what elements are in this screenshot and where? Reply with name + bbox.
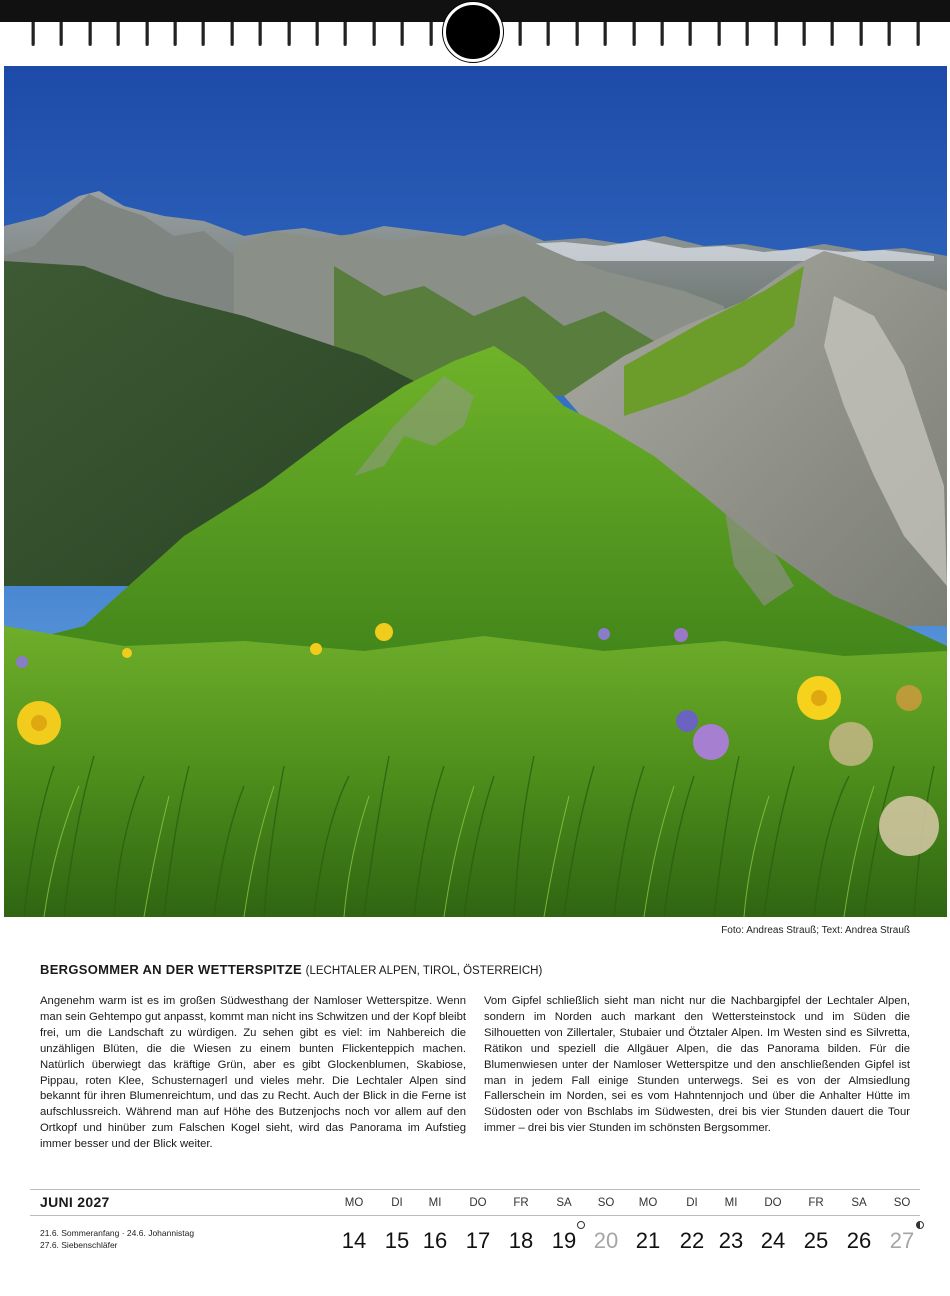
new-moon-icon [577,1221,585,1229]
weekday-label: DO [469,1197,487,1209]
calendar-divider-middle [30,1215,920,1216]
day-number: 17 [465,1228,491,1253]
article-title: BERGSOMMER AN DER WETTERSPITZE [40,962,303,977]
holiday-line: 21.6. Sommeranfang · 24.6. Johannistag [40,1228,195,1238]
day-number: 26 [846,1228,872,1253]
weekday-label: SA [556,1197,572,1209]
landscape-photo [4,66,947,917]
weekday-label: SA [851,1197,867,1209]
article-subtitle: (LECHTALER ALPEN, TIROL, ÖSTERREICH) [305,965,543,977]
spiral-binding [0,0,950,66]
weekday-label: DI [686,1197,698,1209]
article-text-right: Vom Gipfel schließlich sieht man nicht nur die Nachbargipfel der Lechtaler Alpen, sondern im Norden auch markant den Wettersteinstock und im Süden die Silhouetten von Zillertaler, Stubaier und Ötztaler Alpen. Im Westen sind es Silvretta, Rätikon und speziell die Allgäuer Alpen, die das Panorama bilden. Für die Blumenwiesen unter der Namloser Wetterspitze und den anschließenden Gipfel ist man in jedem Fall einige Stunden unterwegs. Sei es von der Almsiedlung Fallerschein im Norden, sei es vom Hahntennjoch und über die Anhalter Hütte im Südosten oder von Bschlabs im Südwesten, drei bis vier Stunden dauert die Tour immer – drei bis vier Stunden im schönsten Bergsommer. [484,995,910,1135]
day-number: 16 [422,1228,448,1253]
weekday-label: MI [724,1197,738,1209]
weekday-label: DO [764,1197,782,1209]
weekday-label: DI [391,1197,403,1209]
day-number: 27 [889,1228,915,1253]
photo-credit: Foto: Andreas Strauß; Text: Andrea Strauß [721,925,910,936]
weekday-label: SO [597,1197,615,1209]
hanger-hole-icon [443,2,503,62]
day-number: 22 [679,1228,705,1253]
holiday-notes [40,1227,194,1251]
day-number: 15 [384,1228,410,1253]
weekday-label: MO [638,1197,658,1209]
day-number: 23 [718,1228,744,1253]
foreground-meadow [4,626,947,917]
article-heading [40,962,910,977]
article-text-left: Angenehm warm ist es im großen Südwesthang der Namloser Wetterspitze. Wenn man sein Gehtempo gut anpasst, kommt man nicht ins Schwitzen und der Kopf bleibt frei, um die Landschaft zu würdigen. Zu sehen gibt es viel: im Nahbereich die unzähligen Blüten, die die Wiesen zu einem bunten Flickenteppich machen. Natürlich überwiegt das kräftige Grün, aber es gibt Glockenblumen, Skabiose, Pippau, roten Klee, Schusternagerl und vieles mehr. Die Lechtaler Alpen sind bekannt für ihren Blumenreichtum, und das zu Recht. Auch der Blick in die Ferne ist aufschlussreich. Während man auf Höhe des Butzenjochs noch vor allem auf den Ortkopf und hinüber zum Falschen Kogel sieht, wird das Panorama im Aufstieg immer besser und der Blick weiter. [40,995,466,1151]
day-number: 20 [593,1228,619,1253]
day-number: 19 [551,1228,577,1253]
alpine-meadow-illustration [4,66,947,917]
weekday-label: FR [513,1197,529,1209]
first-quarter-moon-icon [916,1221,924,1229]
weekday-label: SO [893,1197,911,1209]
weekday-label: FR [808,1197,824,1209]
calendar-divider-top [30,1189,920,1190]
day-number: 21 [635,1228,661,1253]
day-number: 14 [341,1228,367,1253]
weekday-label: MI [428,1197,442,1209]
weekday-label: MO [344,1197,364,1209]
month-label: JUNI 2027 [40,1194,110,1210]
day-number: 25 [803,1228,829,1253]
day-number: 18 [508,1228,534,1253]
holiday-line: 27.6. Siebenschläfer [40,1240,118,1250]
day-number: 24 [760,1228,786,1253]
